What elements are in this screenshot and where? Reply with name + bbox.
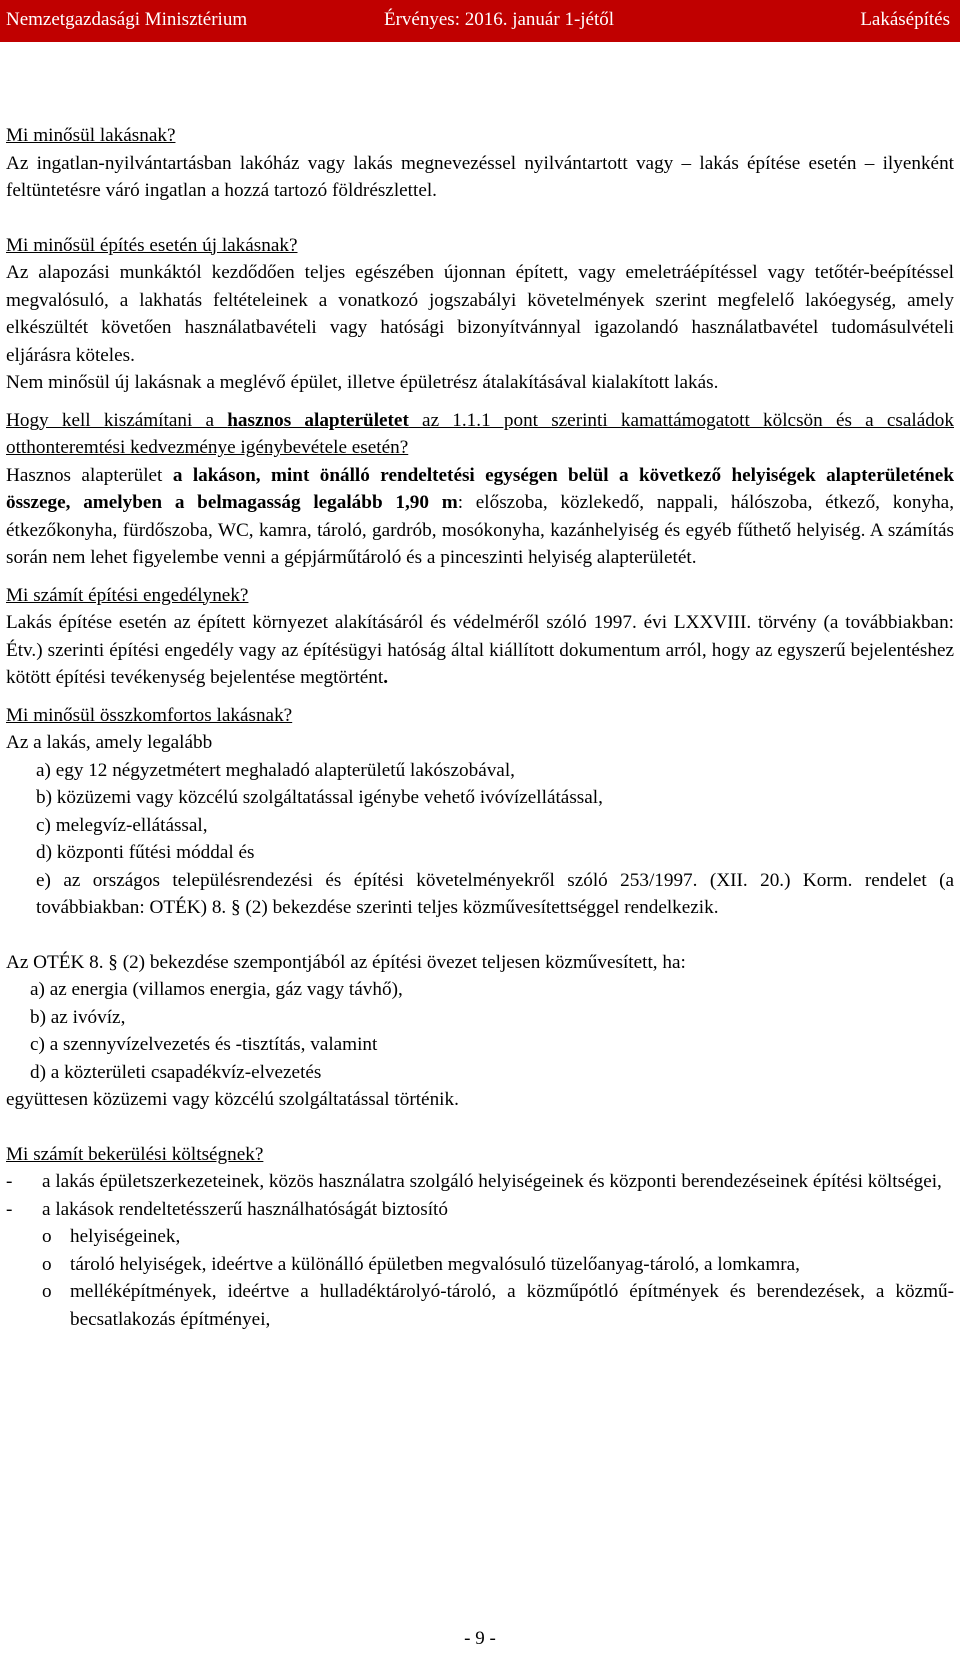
document-body — [6, 122, 954, 1333]
question-hasznos-alapterulet: Hogy kell kiszámítani a hasznos alapterületet az 1.1.1 pont szerinti kamattámogatott kölcsön és a családok otthonteremtési kedvezménye igénybevétele esetén? — [6, 409, 954, 458]
header-topic: Lakásépítés — [860, 9, 950, 30]
answer-hasznos-alapterulet: Hasznos alapterület a lakáson, mint önálló rendeltetési egységen belül a következő helyiségek alapterületének összege, amelyben a belmagasság legalább 1,90 m: előszoba, közlekedő, nappali, hálószoba, étkező, konyha, étkezőkonyha, fürdőszoba, WC, kamra, tároló, gardrób, mosókonyha, kazánhelyiség és egyéb fűthető helyiség. A számítás során nem lehet figyelembe venni a gépjárműtároló és a pinceszinti helyiség alapterületét. — [6, 464, 954, 568]
osszkomfortos-intro: Az a lakás, amely legalább — [6, 732, 213, 753]
list-item: d) a közterületi csapadékvíz-elvezetés — [30, 1061, 322, 1083]
answer-nem-uj-lakas: Nem minősül új lakásnak a meglévő épület, illetve épületrész átalakításával kialakított lakás. — [6, 372, 719, 393]
kozmu-list — [6, 976, 954, 1086]
answer-epitesi-engedely: Lakás építése esetén az épített környezet alakításáról és védelméről szóló 1997. évi LXXVIII. törvény (a továbbiakban: Étv.) szerinti építési engedély vagy az építésügyi hatóság által kiállított dokumentum arról, hogy az egyszerű bejelentéshez kötött építési tevékenység bejelentése megtörtént. — [6, 612, 954, 688]
dash-marker: - — [6, 1171, 13, 1192]
sub-list-item: o tároló helyiségek, ideértve a különálló épületben megvalósuló tüzelőanyag-tároló, a lomkamra, — [6, 1251, 954, 1279]
list-item: a) egy 12 négyzetmétert meghaladó alapterületű lakószobával, — [36, 759, 515, 781]
list-item: b) közüzemi vagy közcélú szolgáltatással igénybe vehető ivóvízellátással, — [36, 787, 603, 808]
page-number: - 9 - — [464, 1628, 496, 1649]
otek-intro: Az OTÉK 8. § (2) bekezdése szempontjából az építési övezet teljesen közművesített, ha: — [6, 951, 686, 973]
answer-uj-lakas: Az alapozási munkáktól kezdődően teljes egészében újonnan épített, vagy emeletráépítéssel vagy tetőtér-beépítéssel megvalósuló, a lakhatás feltételeinek a vonatkozó jogszabályi követelmények szerint megfelelő lakóegység, amely elkészültét követően használatbavételi vagy hatósági bizonyítvánnyal igazolandó használatbavétel tudomásulvételi eljárásra köteles. — [6, 262, 954, 366]
sub-marker: o — [42, 1226, 52, 1247]
list-item: a) az energia (villamos energia, gáz vagy távhő), — [30, 979, 403, 1000]
question-epitesi-engedely: Mi számít építési engedélynek? — [6, 584, 249, 606]
question-uj-lakas: Mi minősül építés esetén új lakásnak? — [6, 234, 298, 256]
question-lakas: Mi minősül lakásnak? — [6, 125, 176, 146]
sub-list-item: o melléképítmények, ideértve a hulladéktárolyó-tároló, a közműpótló építmények és berendezések, a közmű-becsatlakozás építményei, — [6, 1278, 954, 1333]
sub-list-item: o helyiségeinek, — [6, 1223, 954, 1251]
answer-lakas: Az ingatlan-nyilvántartásban lakóház vagy lakás megnevezéssel nyilvántartott vagy ‒ lakás építése esetén ‒ ilyenként feltüntetésre váró ingatlan a hozzá tartozó földrészlettel. — [6, 152, 954, 201]
list-item: c) a szennyvízelvezetés és -tisztítás, valamint — [30, 1034, 378, 1055]
header-validity: Érvényes: 2016. január 1-jétől — [384, 9, 615, 30]
list-item: d) központi fűtési móddal és — [36, 842, 255, 863]
list-item: e) az országos településrendezési és építési követelményekről szóló 253/1997. (XII. 20.) Korm. rendelet (a továbbiakban: OTÉK) 8. § (2) bekezdése szerinti teljes közművesítettséggel rendelkezik. — [36, 869, 954, 918]
list-item: - a lakás épületszerkezeteinek, közös használatra szolgáló helyiségeinek és központi berendezéseinek építési költségei, — [6, 1168, 954, 1196]
list-item: b) az ivóvíz, — [30, 1006, 126, 1028]
header-ministry: Nemzetgazdasági Minisztérium — [6, 9, 248, 30]
question-osszkomfortos: Mi minősül összkomfortos lakásnak? — [6, 704, 293, 726]
sub-marker: o — [42, 1253, 52, 1275]
otek-outro: együttesen közüzemi vagy közcélú szolgáltatással történik. — [6, 1089, 459, 1110]
page-header — [0, 0, 960, 42]
dash-marker: - — [6, 1198, 13, 1220]
question-bekerulesi-koltseg: Mi számít bekerülési költségnek? — [6, 1143, 264, 1165]
list-item: - a lakások rendeltetésszerű használhatóságát biztosító — [6, 1196, 954, 1224]
list-item: c) melegvíz-ellátással, — [36, 814, 208, 836]
osszkomfortos-list — [6, 757, 954, 922]
sub-marker: o — [42, 1281, 52, 1302]
